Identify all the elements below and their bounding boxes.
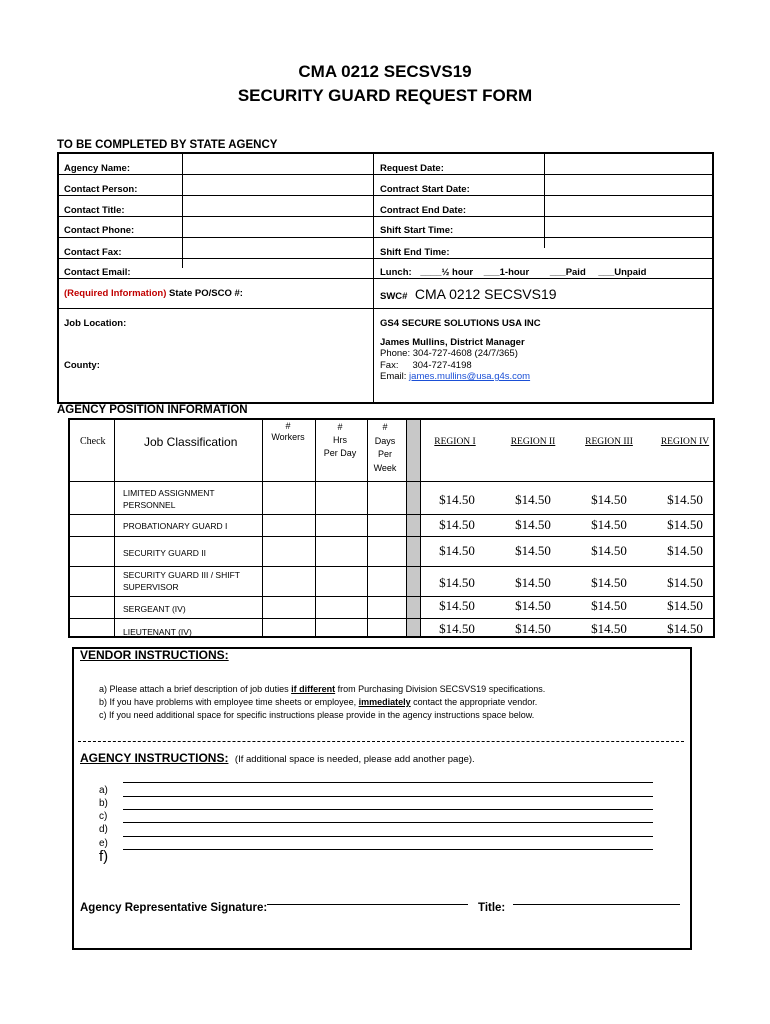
price-region-iii: $14.50	[591, 621, 627, 636]
region-iv-header: REGION IV	[660, 437, 710, 447]
price-region-iii: $14.50	[591, 543, 627, 558]
instr-a-emph: if different	[291, 684, 336, 694]
vendor-company: GS4 SECURE SOLUTIONS USA INC	[380, 318, 541, 329]
lunch-label: Lunch:	[380, 267, 412, 278]
workers-header	[262, 421, 314, 443]
shift-end-label: Shift End Time:	[380, 247, 450, 258]
workers-label: Workers	[271, 432, 305, 442]
line-letter-b: b)	[99, 798, 108, 809]
job-class-cell: PROBATIONARY GUARD I	[123, 521, 228, 531]
lunch-unpaid-blank[interactable]: ___	[598, 267, 615, 278]
signature-label: Agency Representative Signature:	[80, 902, 268, 914]
line-letter-f: f)	[99, 848, 109, 865]
instruction-line-d[interactable]	[123, 822, 653, 823]
vendor-instructions-heading: VENDOR INSTRUCTIONS:	[80, 648, 229, 662]
agency-section-heading: TO BE COMPLETED BY STATE AGENCY	[57, 139, 278, 151]
contract-end-label: Contract End Date:	[380, 205, 467, 216]
hrs-header	[314, 421, 366, 460]
job-line: LIMITED ASSIGNMENT	[123, 488, 215, 498]
instruction-line-a[interactable]	[123, 782, 653, 783]
vendor-email-link[interactable]: james.mullins@usa.g4s.com	[409, 371, 531, 382]
divider	[78, 741, 684, 742]
price-region-ii: $14.50	[515, 598, 551, 613]
price-region-iii: $14.50	[591, 598, 627, 613]
lunch-half-hour: ½ hour	[441, 267, 474, 278]
swc-number	[380, 286, 557, 304]
lunch-paid: Paid	[565, 267, 586, 278]
lunch-unpaid: Unpaid	[614, 267, 647, 278]
job-class-cell: SERGEANT (IV)	[123, 604, 186, 614]
shift-start-label: Shift Start Time:	[380, 225, 454, 236]
job-location-label: Job Location:	[64, 318, 127, 329]
form-title-code: CMA 0212 SECSVS19	[298, 62, 472, 81]
request-date-label: Request Date:	[380, 163, 444, 174]
contact-phone-label: Contact Phone:	[64, 225, 135, 236]
signature-line[interactable]	[267, 904, 468, 905]
price-region-ii: $14.50	[515, 492, 551, 507]
swc-label: SWC#	[380, 291, 408, 302]
job-line: SECURITY GUARD III / SHIFT	[123, 570, 240, 580]
price-region-iv: $14.50	[667, 517, 703, 532]
vendor-manager: James Mullins, District Manager	[380, 337, 525, 348]
position-section-heading: AGENCY POSITION INFORMATION	[57, 404, 248, 416]
instr-a-tail: from Purchasing Division SECSVS19 specifications.	[335, 684, 546, 694]
job-class-header: Job Classification	[144, 435, 238, 449]
days-hash: #	[382, 422, 388, 432]
instr-b-emph: immediately	[358, 697, 411, 707]
hrs-per-day: Per Day	[323, 448, 357, 458]
region-i-header: REGION I	[434, 437, 476, 447]
title-line[interactable]	[513, 904, 680, 905]
price-region-iv: $14.50	[667, 492, 703, 507]
contact-email-label: Contact Email:	[64, 267, 131, 278]
price-region-i: $14.50	[439, 543, 475, 558]
swc-value: CMA 0212 SECSVS19	[414, 286, 557, 302]
region-iii-header: REGION III	[585, 437, 633, 447]
line-letter-e: e)	[99, 838, 108, 849]
days-header	[366, 421, 404, 475]
days-label: Days	[374, 435, 396, 446]
lunch-paid-blank[interactable]: ___	[549, 267, 566, 278]
fax-label: Fax:	[380, 360, 399, 371]
job-class-cell: SECURITY GUARD II	[123, 548, 206, 558]
job-class-cell: LIEUTENANT (IV)	[123, 627, 192, 637]
price-region-i: $14.50	[439, 575, 475, 590]
lunch-options	[380, 267, 646, 278]
agency-instructions-note: (If additional space is needed, please add another page).	[234, 754, 475, 765]
form-title: SECURITY GUARD REQUEST FORM	[237, 86, 533, 105]
state-po-label	[64, 288, 243, 299]
vendor-phone: Phone: 304-727-4608 (24/7/365)	[380, 348, 518, 359]
price-region-ii: $14.50	[515, 543, 551, 558]
price-region-iv: $14.50	[667, 575, 703, 590]
days-week: Week	[373, 462, 397, 473]
price-region-ii: $14.50	[515, 621, 551, 636]
job-class-cell	[123, 569, 240, 593]
region-ii-header: REGION II	[510, 437, 556, 447]
fax-value: 304-727-4198	[412, 360, 472, 371]
lunch-one-blank[interactable]: ___	[483, 267, 500, 278]
price-region-iv: $14.50	[667, 543, 703, 558]
workers-hash: #	[285, 421, 291, 431]
lunch-one-hour: 1-hour	[499, 267, 530, 278]
vendor-fax	[380, 360, 472, 371]
price-region-i: $14.50	[439, 492, 475, 507]
price-region-ii: $14.50	[515, 575, 551, 590]
agency-instructions-heading: AGENCY INSTRUCTIONS:	[80, 751, 229, 765]
contact-fax-label: Contact Fax:	[64, 247, 122, 258]
line-letter-a: a)	[99, 785, 108, 796]
check-header: Check	[80, 436, 106, 447]
state-po-text: State PO/SCO #:	[169, 288, 243, 299]
instr-b-text: b) If you have problems with employee time sheets or employee,	[99, 697, 359, 707]
job-line: PERSONNEL	[123, 500, 176, 510]
vendor-instruction-a	[99, 684, 545, 694]
price-region-iv: $14.50	[667, 598, 703, 613]
contact-person-label: Contact Person:	[64, 184, 138, 195]
email-label: Email:	[380, 371, 407, 382]
days-per: Per	[377, 449, 392, 459]
agency-name-label: Agency Name:	[64, 163, 130, 174]
price-region-iii: $14.50	[591, 575, 627, 590]
agency-instructions-header	[80, 749, 475, 767]
contract-start-label: Contract Start Date:	[380, 184, 470, 195]
vendor-instruction-c: c) If you need additional space for specific instructions please provide in the agency instructions space below.	[99, 710, 535, 720]
lunch-half-blank[interactable]: ____	[420, 267, 442, 278]
instruction-line-b[interactable]	[123, 796, 653, 797]
line-letter-d: d)	[99, 824, 108, 835]
required-info-note: (Required Information)	[64, 288, 167, 299]
vendor-instruction-b	[99, 697, 537, 707]
instruction-line-c[interactable]	[123, 809, 653, 810]
price-region-i: $14.50	[439, 621, 475, 636]
price-region-i: $14.50	[439, 517, 475, 532]
price-region-i: $14.50	[439, 598, 475, 613]
hrs-hash: #	[337, 422, 343, 432]
hrs-label: Hrs	[333, 435, 347, 445]
contact-title-label: Contact Title:	[64, 205, 125, 216]
job-class-cell	[123, 487, 215, 511]
instruction-line-e[interactable]	[123, 836, 653, 837]
price-region-iii: $14.50	[591, 492, 627, 507]
county-label: County:	[64, 360, 100, 371]
title-label: Title:	[478, 902, 506, 914]
price-region-ii: $14.50	[515, 517, 551, 532]
price-region-iii: $14.50	[591, 517, 627, 532]
price-region-iv: $14.50	[667, 621, 703, 636]
job-line: SUPERVISOR	[123, 582, 179, 592]
vendor-email	[380, 371, 530, 382]
instr-b-tail: contact the appropriate vendor.	[410, 697, 538, 707]
line-letter-c: c)	[99, 811, 108, 822]
instr-a-text: a) Please attach a brief description of job duties	[99, 684, 292, 694]
instruction-line-f[interactable]	[123, 849, 653, 850]
